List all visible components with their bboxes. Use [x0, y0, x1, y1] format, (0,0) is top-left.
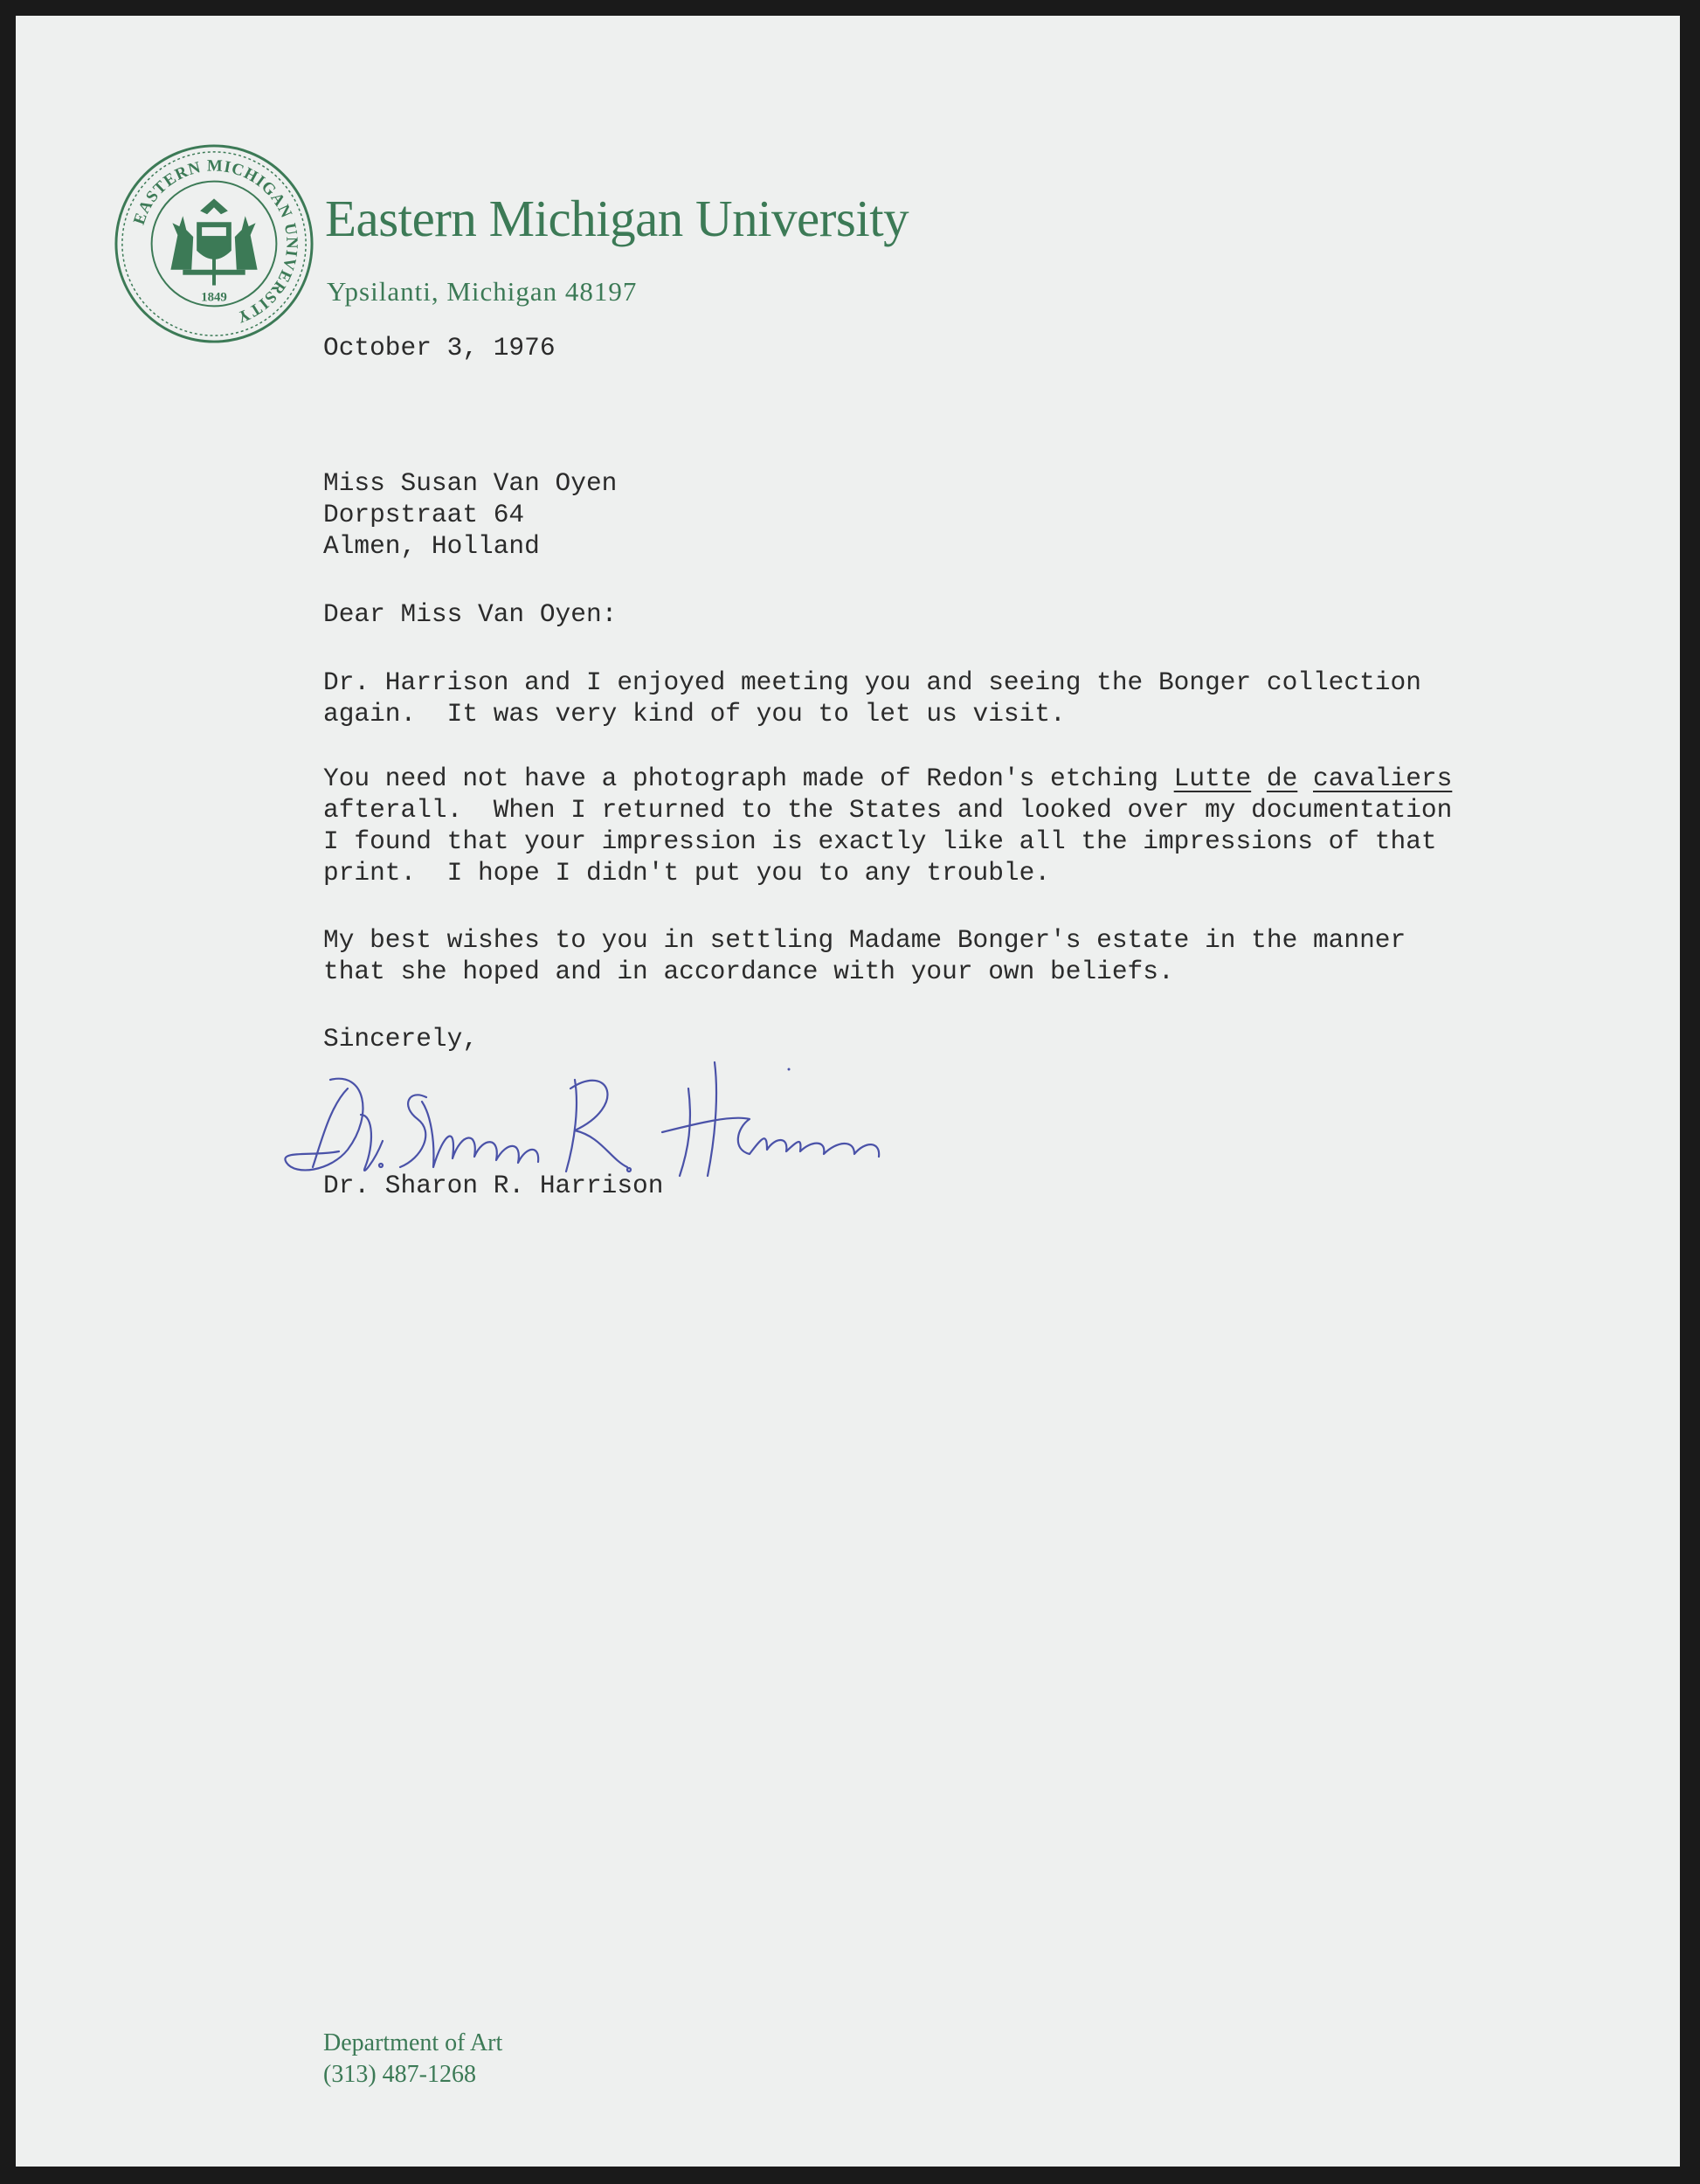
paragraph-2-line-1-text: You need not have a photograph made of Redon's etching [323, 764, 1174, 793]
etching-title-word-2: de [1266, 764, 1298, 793]
paragraph-2-line-4: print. I hope I didn't put you to any trouble. [323, 858, 1051, 888]
paragraph-1-line-1: Dr. Harrison and I enjoyed meeting you and seeing the Bonger collection [323, 667, 1421, 697]
paragraph-1-line-2: again. It was very kind of you to let us visit. [323, 699, 1066, 729]
recipient-city: Almen, Holland [323, 531, 540, 561]
paragraph-2-line-2: afterall. When I returned to the States and looked over my documentation [323, 795, 1453, 825]
salutation: Dear Miss Van Oyen: [323, 599, 618, 629]
svg-text:EASTERN MICHIGAN UNIVERSITY: EASTERN MICHIGAN UNIVERSITY [129, 156, 301, 327]
paragraph-2-line-1 [323, 763, 1452, 794]
paragraph-3-line-2: that she hoped and in accordance with your own beliefs. [323, 957, 1174, 986]
footer-phone: (313) 487-1268 [323, 2061, 476, 2088]
paragraph-2-line-3: I found that your impression is exactly like all the impressions of that [323, 826, 1437, 856]
university-city: Ypsilanti, Michigan 48197 [327, 276, 638, 307]
seal-year: 1849 [201, 290, 227, 305]
recipient-street: Dorpstraat 64 [323, 500, 525, 529]
signer-name: Dr. Sharon R. Harrison [323, 1171, 664, 1200]
university-seal-logo [110, 140, 318, 348]
etching-title-word-1: Lutte [1173, 764, 1252, 793]
footer-department: Department of Art [323, 2029, 503, 2056]
letter-page [16, 16, 1680, 2167]
closing: Sincerely, [323, 1024, 479, 1054]
university-name: Eastern Michigan University [325, 190, 909, 247]
etching-title-word-3: cavaliers [1313, 764, 1453, 793]
paragraph-3-line-1: My best wishes to you in settling Madame Bonger's estate in the manner [323, 925, 1406, 955]
recipient-name: Miss Susan Van Oyen [323, 468, 618, 498]
letter-date: October 3, 1976 [323, 333, 556, 363]
